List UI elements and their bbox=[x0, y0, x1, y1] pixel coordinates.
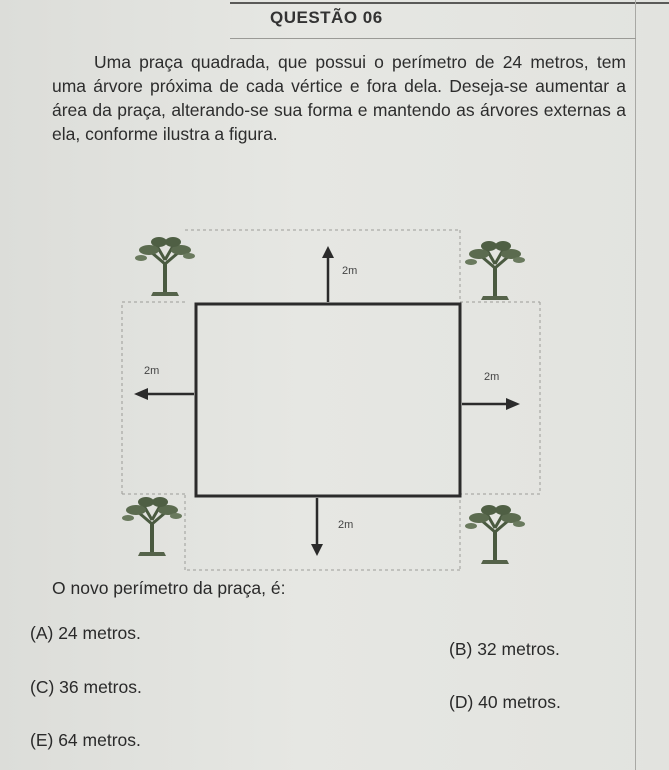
tree-icon bbox=[122, 497, 182, 556]
option-letter: (D) bbox=[449, 692, 474, 712]
title-underline bbox=[230, 38, 636, 39]
option-letter: (B) bbox=[449, 639, 473, 659]
option-text: 64 metros. bbox=[58, 730, 141, 750]
label-bottom: 2m bbox=[338, 519, 354, 531]
arrow-up-icon bbox=[322, 246, 334, 302]
arrow-left-icon bbox=[134, 388, 194, 400]
question-statement: Uma praça quadrada, que possui o perímetro de 24 metros, tem uma árvore próxima de cada vértice e fora dela. Deseja-se aumentar a área da praça, alterando-se sua forma e mantendo as árvores externas a ela, conforme ilustra a figura. bbox=[52, 52, 626, 144]
label-top: 2m bbox=[342, 265, 358, 277]
option-a[interactable] bbox=[30, 623, 141, 644]
label-left: 2m bbox=[144, 365, 160, 377]
right-margin-line bbox=[635, 0, 636, 770]
option-text: 40 metros. bbox=[478, 692, 561, 712]
question-prompt: O novo perímetro da praça, é: bbox=[52, 578, 286, 598]
option-e[interactable] bbox=[30, 730, 141, 751]
option-c[interactable] bbox=[30, 677, 142, 698]
arrow-right-icon bbox=[462, 398, 520, 410]
tree-icon bbox=[465, 241, 525, 300]
label-right: 2m bbox=[484, 371, 500, 383]
question-title: QUESTÃO 06 bbox=[270, 8, 383, 27]
tree-icon bbox=[135, 237, 195, 296]
square-plaza-figure bbox=[120, 222, 550, 577]
option-letter: (E) bbox=[30, 730, 54, 750]
option-text: 32 metros. bbox=[477, 639, 560, 659]
top-border-line bbox=[230, 2, 669, 4]
option-d[interactable] bbox=[449, 692, 561, 713]
option-letter: (A) bbox=[30, 623, 54, 643]
arrow-down-icon bbox=[311, 498, 323, 556]
tree-icon bbox=[465, 505, 525, 564]
option-text: 24 metros. bbox=[58, 623, 141, 643]
original-square bbox=[196, 304, 460, 496]
option-b[interactable] bbox=[449, 639, 560, 660]
option-letter: (C) bbox=[30, 677, 55, 697]
option-text: 36 metros. bbox=[59, 677, 142, 697]
